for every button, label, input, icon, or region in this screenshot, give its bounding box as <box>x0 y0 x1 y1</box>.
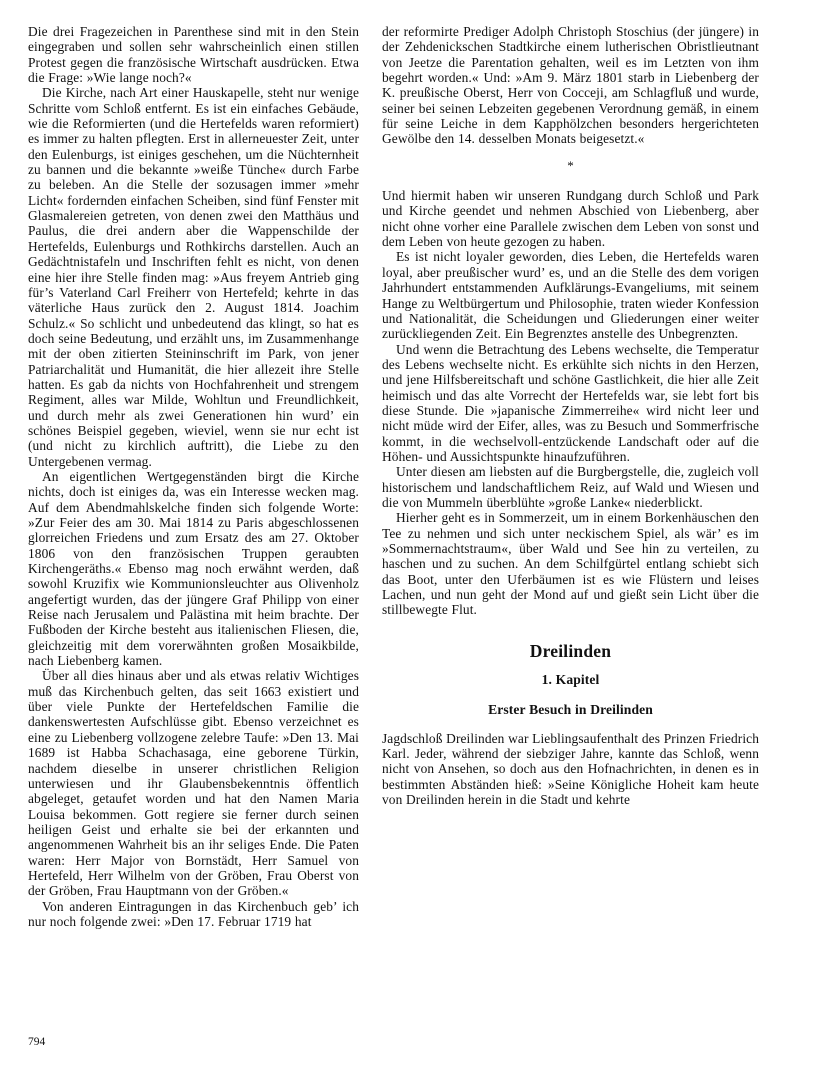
paragraph-left-3: An eigentlichen Wertgegenständen birgt die Kirche nichts, doch ist einiges da, was ein Interesse wecken mag. Auf dem Abendmahlskelche finden sich folgende Worte: »Zur Feier des am 30. Mai 1814 zu Paris abgeschlossenen glorreichen Friedens und zum Ersatz des am 27. Oktober 1806 von den französischen Truppen geraubten Kirchengeräths.« Ebenso mag noch erwähnt werden, daß sowohl Kruzifix wie Kommunionsleuchter aus Olivenholz angefertigt wurden, das der jüngere Graf Philipp von einer Reise nach Jerusalem und Palästina mit heim brachte. Der Fußboden der Kirche besteht aus italienischen Fliesen, die, gleichzeitig mit dem vorerwähnten großen Mosaikbilde, nach Liebenberg kamen. <box>28 468 359 669</box>
paragraph-right-2: Und hiermit haben wir unseren Rundgang durch Schloß und Park und Kirche geendet und nehmen Abschied von Liebenberg, aber nicht ohne vorher eine Parallele zwischen dem Leben von sonst und dem Leben von heute gezogen zu haben. <box>382 188 759 250</box>
paragraph-right-5: Unter diesen am liebsten auf die Burgbergstelle, die, zugleich voll historischem und landschaftlichem Reiz, auf Wald und Wiesen und die von Mummeln überblühte »große Lanke« niederblickt. <box>382 464 759 510</box>
paragraph-right-6: Hierher geht es in Sommerzeit, um in einem Borkenhäuschen den Tee zu nehmen und sich unter neckischem Spiel, als wär’ es im »Sommernachtstraum«, über Wald und See hin zu verteilen, zu haschen und zu suchen. An dem Schilfgürtel entlang schiebt sich das Boot, unter den Uferbäumen ist es wie Flüstern und leises Lachen, und nun geht der Mond auf und gießt sein Licht über die stillbewegte Flut. <box>382 510 759 618</box>
paragraph-right-4: Und wenn die Betrachtung des Lebens wechselte, die Temperatur des Lebens wechselte nicht. Es erkühlte sich nichts in den Herzen, und jene Hilfsbereitschaft und schöne Gastlichkeit, die hier alle Zeit heimisch und das alte Vorrecht der Hertefelds war, sie lebt fort bis diese Stunde. Die »japanische Zimmerreihe« wird nicht leer und nicht müde wird der Eifer, alles, was zu Besuch und Sommerfrische kommt, in die wechselvoll-entzückende Landschaft oder auf die Höhen- und Aussichtspunkte hinaufzuführen. <box>382 341 759 464</box>
paragraph-left-2: Die Kirche, nach Art einer Hauskapelle, steht nur wenige Schritte vom Schloß entfernt. Es ist ein einfaches Gebäude, wie die Reformierten (und die Hertefelds waren reformiert) es immer zu halten pflegten. Erst in allerneuester Zeit, unter den Eulenburgs, ist einiges geschehen, um die Nüchternheit zu bannen und die bekannte »weiße Tünche« durch Farbe zu beleben. An die Stelle der sozusagen immer »mehr Licht« fordernden einfachen Scheiben, sind fünf Fenster mit Glasmalereien getreten, von denen zwei den Matthäus und Paulus, die drei andern aber die Wappenschilde der Hertefelds, Eulenburgs und Rothkirchs darstellen. Auch an Gedächtnistafeln und Inschriften fehlt es nicht, von denen eine hier ihre Stelle finden mag: »Aus freyem Antrieb ging für’s Vaterland Carl Freiherr von Hertefeld; kehrte in das väterliche Haus zurück den 2. August 1814. Joachim Schulz.« So schlicht und unbedeutend das klingt, so hat es doch seine Bedeutung, und erzählt uns, im Zusammenhange mit der oben zitierten Steininschrift im Park, von jener Patriarchalität und Humanität, die hier allezeit ihre Stelle hatten. Es gab da nichts von Hochfahrenheit und strengem Regiment, alles war Milde, Wohltun und Freundlichkeit, und durch mehr als zwei Generationen hin wurd’ ein schönes Beispiel gegeben, wieviel, wenn sie nur echt ist (und nicht zu kirchlich auftritt), die Liebe zu den Untergebenen vermag. <box>28 85 359 469</box>
section-separator-asterisk: * <box>567 157 574 173</box>
left-column <box>28 24 359 929</box>
paragraph-left-1: Die drei Fragezeichen in Parenthese sind mit in den Stein eingegraben und sollen sehr wahrscheinlich einen stillen Protest gegen die französische Wirtschaft ausdrücken. Etwa die Frage: »Wie lange noch?« <box>28 24 359 86</box>
page-number: 794 <box>28 1036 46 1048</box>
paragraph-right-7: Jagdschloß Dreilinden war Lieblingsaufenthalt des Prinzen Friedrich Karl. Jeder, während der siebziger Jahre, kannte das Schloß, wenn nicht von Ansehen, so doch aus den Hofnachrichten, in denen es in bestimmten Abständen hieß: »Seine Königliche Hoheit kam heute von Dreilinden herein in die Stadt und kehrte <box>382 730 759 808</box>
chapter-title: Dreilinden <box>529 640 612 661</box>
right-column <box>382 24 759 807</box>
section-heading: Erster Besuch in Dreilinden <box>488 702 653 718</box>
paragraph-left-4: Über all dies hinaus aber und als etwas relativ Wichtiges muß das Kirchenbuch gelten, das seit 1663 existiert und über viele Punkte der Hertefeldschen Familie die dankenswertesten Aufschlüsse gibt. Ebenso verzeichnet es eine zu Liebenberg vollzogene zelebre Taufe: »Den 13. Mai 1689 ist Habba Schachasaga, eine geborene Türkin, nachdem dieselbe in unserer christlichen Religion unterwiesen und ihr Glaubensbekenntnis öffentlich abgeleget, getaufet worden und hat den Namen Maria Louisa bekommen. Gott regiere sie ferner durch seinen heiligen Geist und erhalte sie bei der erkannten und angenommenen Wahrheit bis an ihr seliges Ende. Die Paten waren: Herr Major von Bornstädt, Herr Samuel von Hertefeld, Herr Wilhelm von der Gröben, Frau Oberst von der Gröben, Frau Hauptmann von der Gröben.« <box>28 668 359 899</box>
chapter-number: 1. Kapitel <box>541 672 600 688</box>
paragraph-left-5: Von anderen Eintragungen in das Kirchenbuch geb’ ich nur noch folgende zwei: »Den 17. Februar 1719 hat <box>28 898 359 929</box>
paragraph-right-3: Es ist nicht loyaler geworden, dies Leben, die Hertefelds waren loyal, aber preußischer wurd’ es, und an die Stelle des dem vorigen Jahrhundert entstammenden Aufklärungs-Evangeliums, mit seinem Hange zu Weltbürgertum und Philosophie, traten wieder Konfession und Nationalität, die Scheidungen und Gliederungen einer weiter zurückliegenden Zeit. Ein Begrenztes anstelle des Unbegrenzten. <box>382 249 759 342</box>
paragraph-right-1: der reformirte Prediger Adolph Christoph Stoschius (der jüngere) in der Zehdenickschen Stadtkirche einem lutherischen Obristlieutnant von Jeetze die Parentation gehalten, weil es im Letzten von ihm begehrt worden.« Und: »Am 9. März 1801 starb in Liebenberg der K. preußische Oberst, Herr von Cocceji, am Schlagfluß und wurde, seiner bei seinen Lebzeiten gegebenen Verordnung gemäß, in einem für seine Leiche in dem Kapphölzchen besonders hergerichteten Gewölbe den 14. desselben Monats beigesetzt.« <box>382 24 759 147</box>
